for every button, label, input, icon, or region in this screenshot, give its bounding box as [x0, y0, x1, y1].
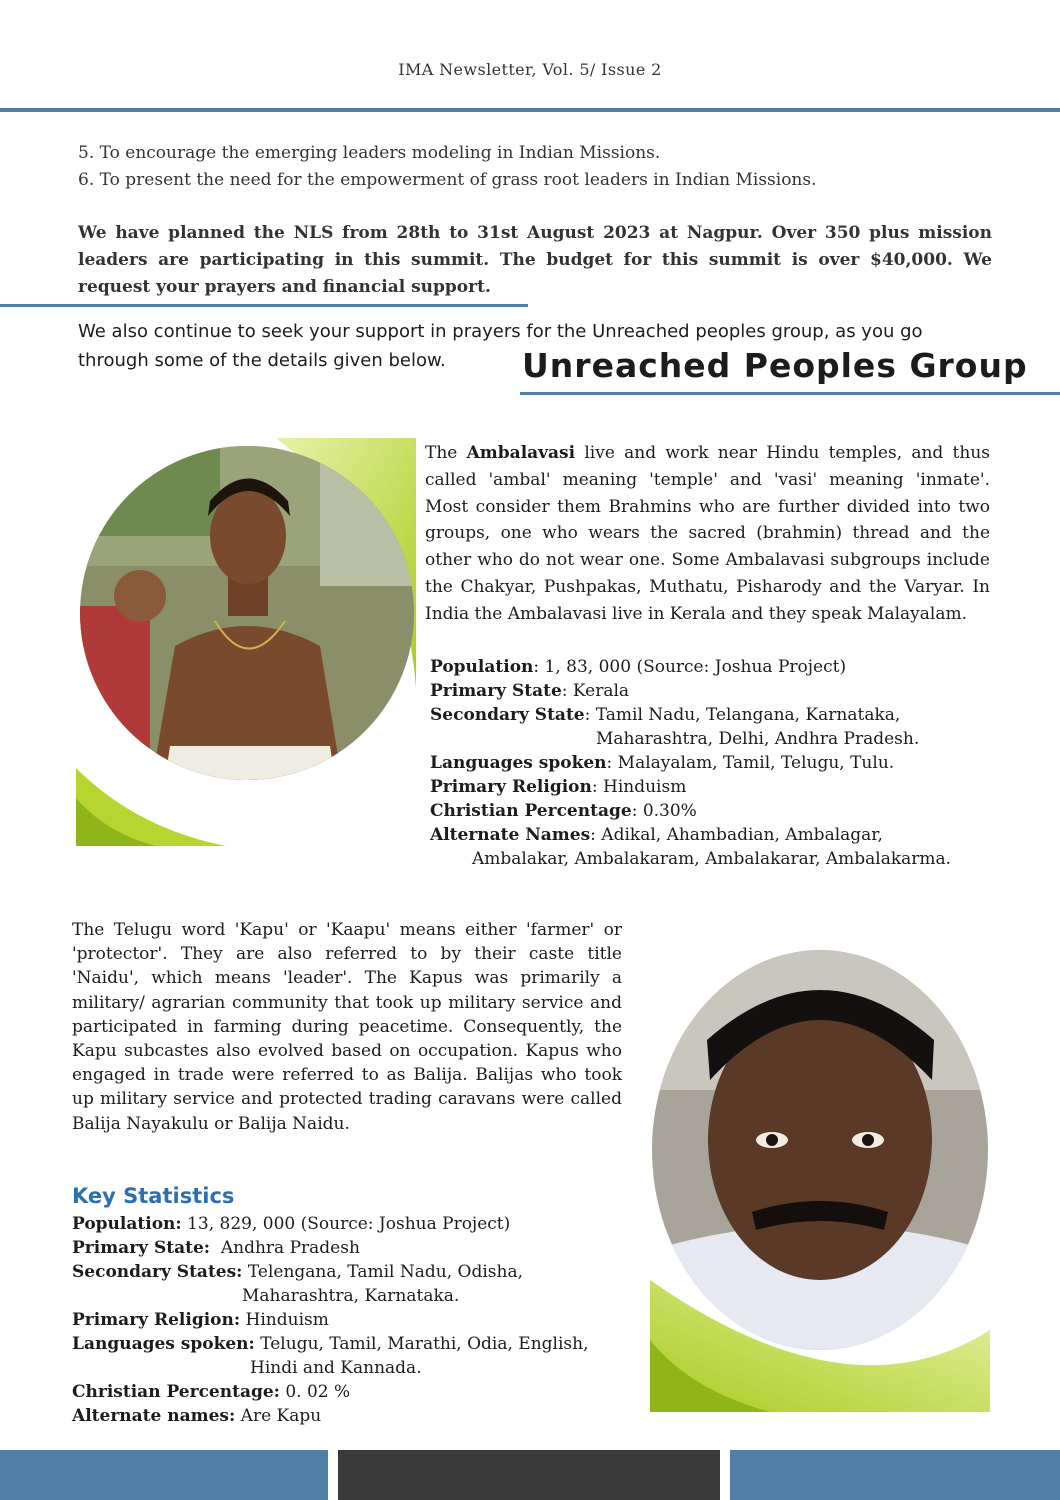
footer-bar-center: [338, 1450, 720, 1500]
stat-religion: Primary Religion: Hinduism: [72, 1310, 329, 1330]
objective-item-6: 6. To present the need for the empowerment of grass root leaders in Indian Missions.: [78, 170, 817, 190]
stat-secondary-states-cont: Maharashtra, Karnataka.: [242, 1286, 460, 1306]
kapu-stats: [72, 1212, 642, 1428]
kapu-portrait: [652, 950, 988, 1350]
stat-languages-cont: Hindi and Kannada.: [250, 1358, 422, 1378]
objectives-list: [78, 140, 998, 194]
nls-paragraph: We have planned the NLS from 28th to 31st August 2023 at Nagpur. Over 350 plus mission leaders are participating in this summit. The budget for this summit is over $40,000. We request your prayers and financial support.: [78, 223, 992, 297]
stat-alternate-names: Alternate Names: Adikal, Ahambadian, Ambalagar,: [430, 825, 883, 845]
section-title-underline: [520, 392, 1060, 395]
ambalavasi-man-illustration: [80, 446, 414, 780]
stat-languages: Languages spoken: Malayalam, Tamil, Telugu, Tulu.: [430, 753, 895, 773]
objective-item-5: 5. To encourage the emerging leaders modeling in Indian Missions.: [78, 143, 661, 163]
stat-population: Population: 13, 829, 000 (Source: Joshua Project): [72, 1214, 511, 1234]
stat-languages: Languages spoken: Telugu, Tamil, Marathi, Odia, English,: [72, 1334, 589, 1354]
stat-population: Population: 1, 83, 000 (Source: Joshua Project): [430, 657, 847, 677]
key-statistics-heading: Key Statistics: [72, 1184, 235, 1208]
stat-alternate-names: Alternate names: Are Kapu: [72, 1406, 322, 1426]
support-paragraph: We also continue to seek your support in prayers for the Unreached peoples group, as you go through some of the details given below.: [78, 321, 923, 371]
newsletter-header: IMA Newsletter, Vol. 5/ Issue 2: [398, 60, 662, 79]
stat-primary-state: Primary State: Andhra Pradesh: [72, 1238, 360, 1258]
stat-christian-percentage: Christian Percentage: 0. 02 %: [72, 1382, 351, 1402]
stat-secondary-state: Secondary State: Tamil Nadu, Telangana, Karnataka,: [430, 705, 901, 725]
stat-alternate-names-cont: Ambalakar, Ambalakaram, Ambalakarar, Ambalakarma.: [472, 849, 952, 869]
stat-religion: Primary Religion: Hinduism: [430, 777, 687, 797]
section-title: Unreached Peoples Group: [522, 346, 1028, 385]
stat-secondary-state-cont: Maharashtra, Delhi, Andhra Pradesh.: [596, 729, 920, 749]
footer-bar-right: [730, 1450, 1060, 1500]
stat-secondary-states: Secondary States: Telengana, Tamil Nadu, Odisha,: [72, 1262, 523, 1282]
ambalavasi-description: The Ambalavasi live and work near Hindu temples, and thus called 'ambal' meaning 'temple' and 'vasi' meaning 'inmate'. Most consider them Brahmins who are further divided into two groups, one who wears the sacred (brahmin) thread and the other who do not wear one. Some Ambalavasi subgroups include the Chakyar, Pushpakas, Muthatu, Pisharody and the Varyar. In India the Ambalavasi live in Kerala and they speak Malayalam.: [425, 443, 990, 624]
footer-bar-left: [0, 1450, 328, 1500]
kapu-photo: [650, 950, 990, 1412]
ambalavasi-stats: [430, 655, 1000, 871]
section-divider: [0, 304, 528, 307]
kapu-description: The Telugu word 'Kapu' or 'Kaapu' means either 'farmer' or 'protector'. They are also referred to by their caste title 'Naidu', which means 'leader'. The Kapus was primarily a military/ agrarian community that took up military service and participated in farming during peacetime. Consequently, the Kapu subcastes also evolved based on occupation. Kapus who engaged in trade were referred to as Balija. Balijas who took up military service and protected trading caravans were called Balija Nayakulu or Balija Naidu.: [72, 920, 622, 1134]
kapu-man-illustration: [652, 950, 988, 1350]
stat-christian-percentage: Christian Percentage: 0.30%: [430, 801, 697, 821]
stat-primary-state: Primary State: Kerala: [430, 681, 630, 701]
ambalavasi-name: Ambalavasi: [466, 443, 576, 463]
ambalavasi-portrait: [80, 446, 414, 780]
ambalavasi-photo: [76, 438, 416, 846]
header-divider: [0, 108, 1060, 112]
